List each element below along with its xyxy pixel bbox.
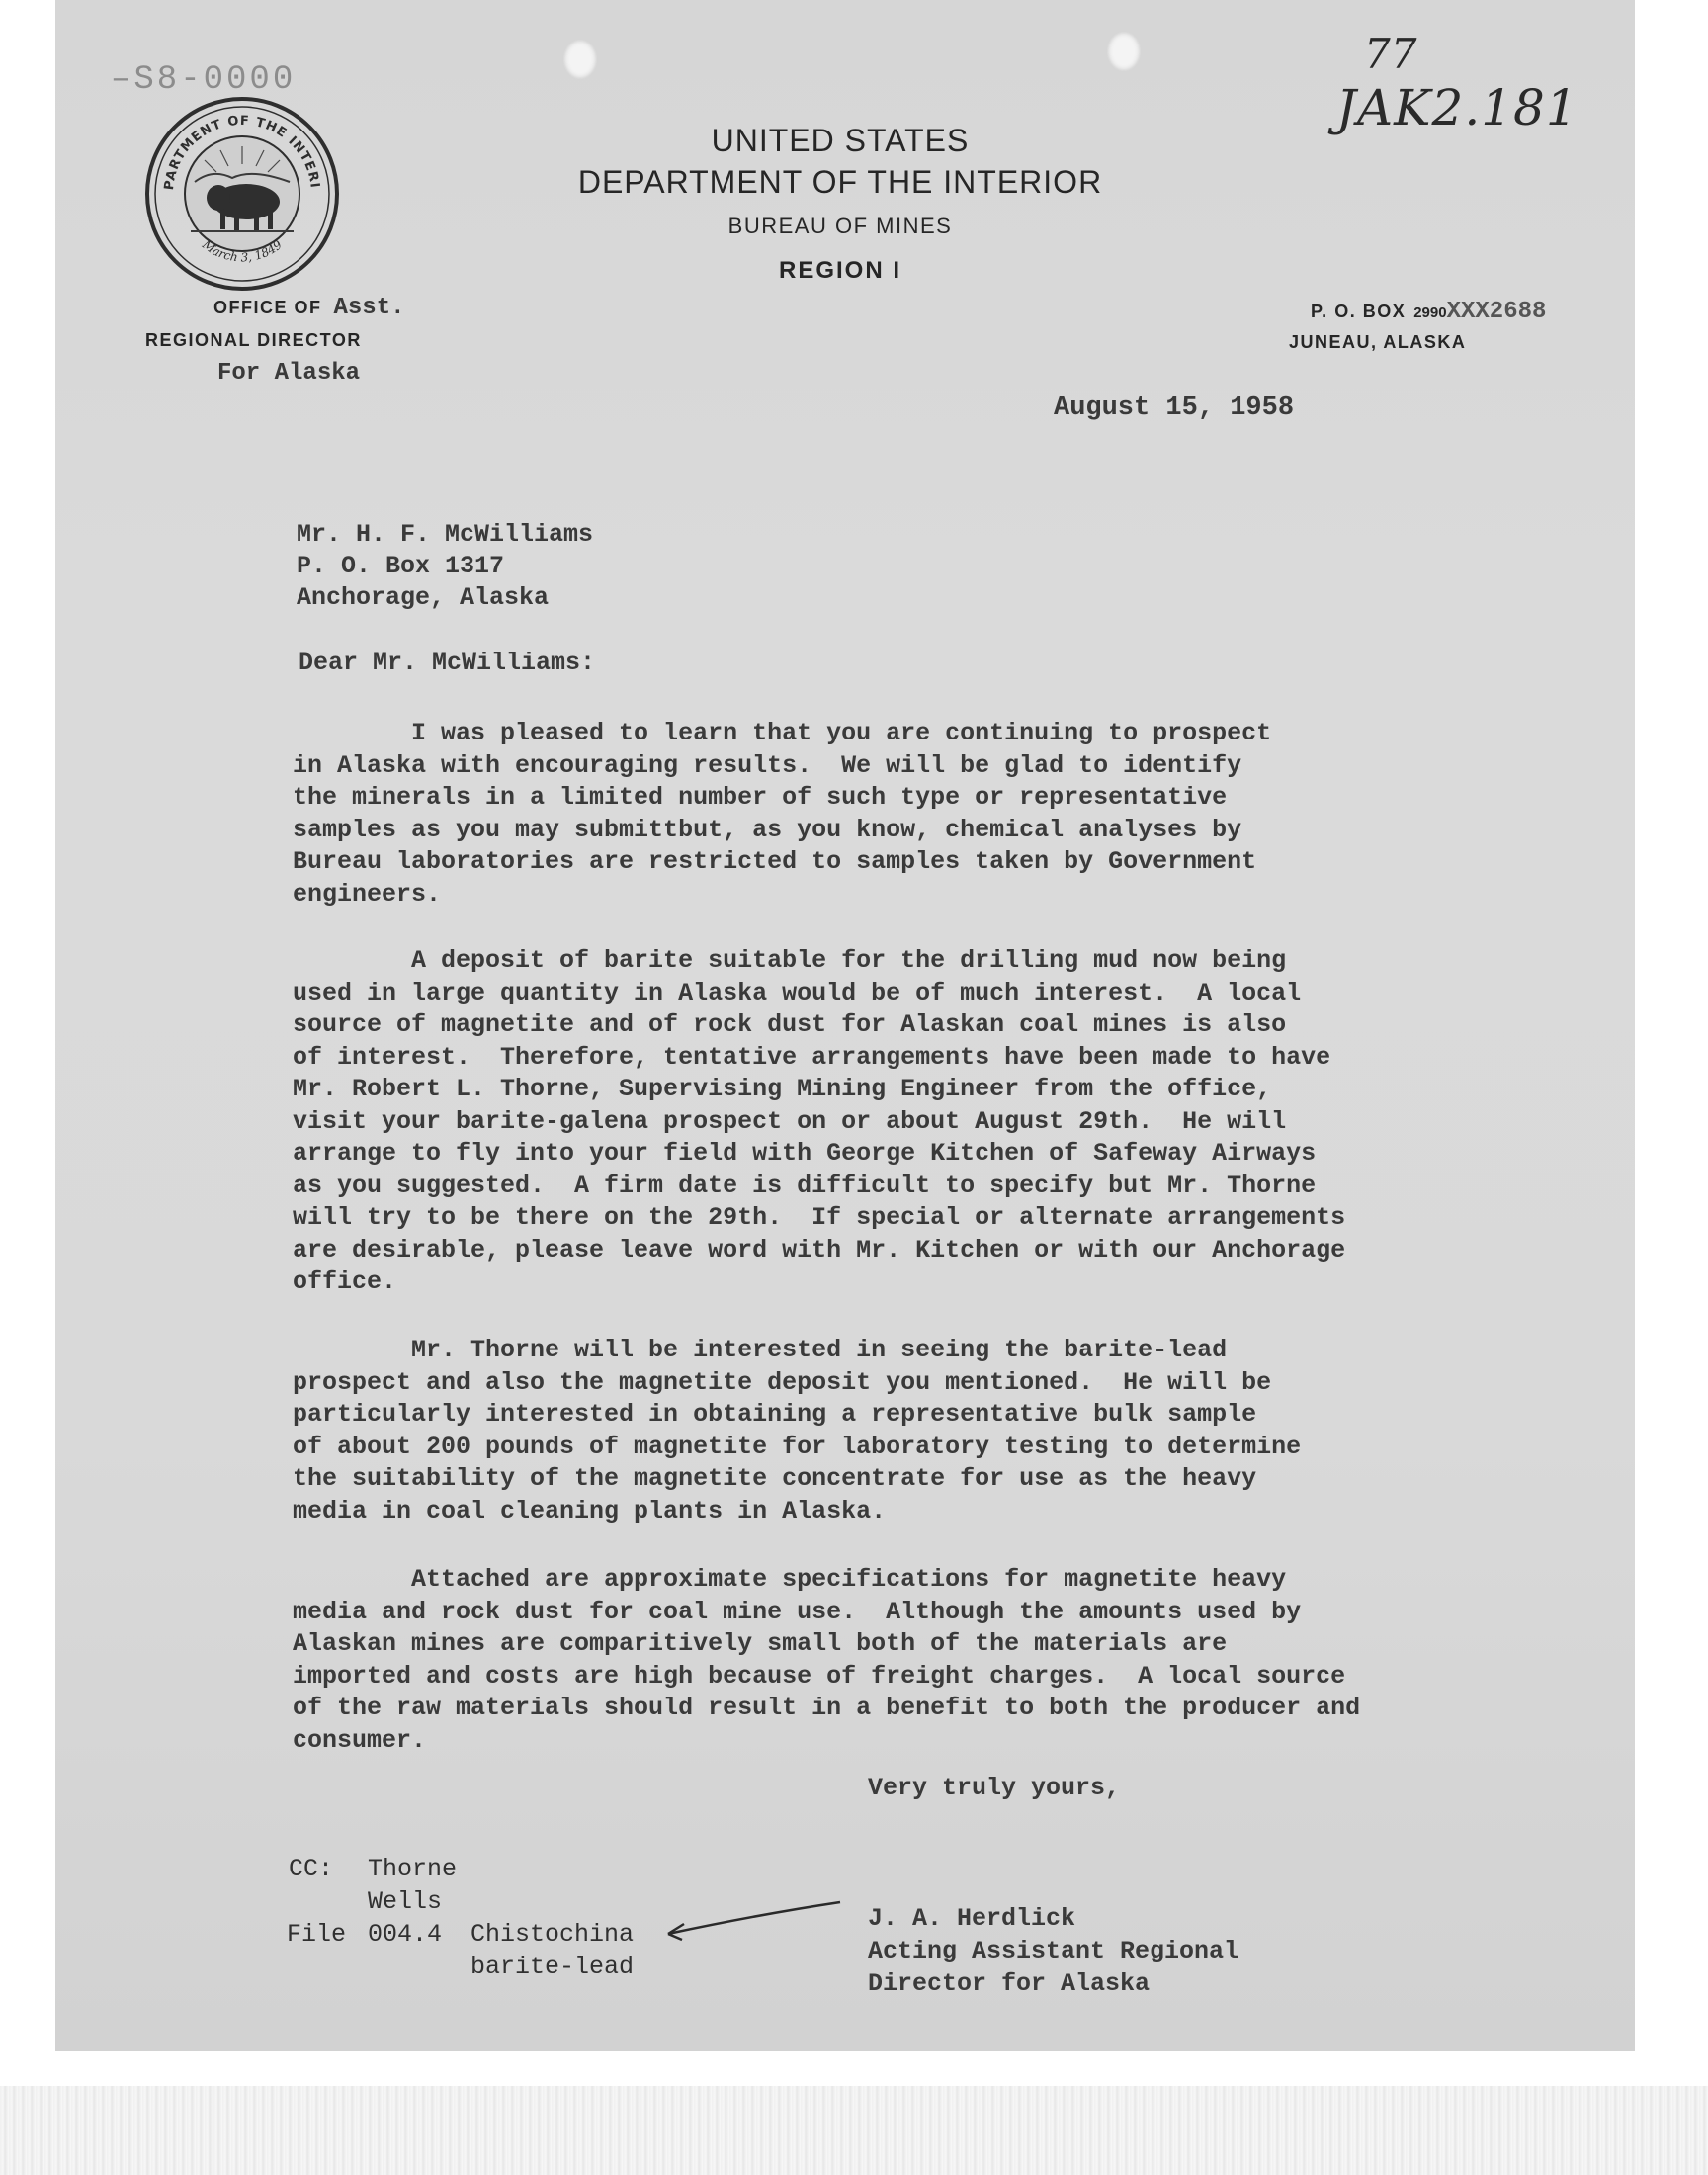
- svg-text:March 3, 1849: March 3, 1849: [200, 237, 285, 265]
- letterhead-line-4: REGION I: [778, 257, 901, 284]
- svg-text:DEPARTMENT OF THE INTERIOR: PARTMENT OF THE INTERI: [162, 113, 322, 191]
- office-typed-title: Asst.: [333, 295, 405, 321]
- paragraph-1: I was pleased to learn that you are continuing to prospect in Alaska with encouraging results. We will be glad to identify the minerals in a limited number of such type or representative samples as you may submittbut, as you know, chemical analyses by Bureau laboratories are restricted to samples taken by Government engineers.: [293, 719, 1272, 909]
- punch-hole-right: [1107, 32, 1141, 71]
- office-prefix: OFFICE OF: [214, 298, 322, 317]
- po-box-line: [1311, 299, 1546, 325]
- letterhead-line-3: BUREAU OF MINES: [727, 214, 953, 238]
- file-number: 004.4: [368, 1920, 443, 1949]
- handwritten-number: 77: [1364, 30, 1417, 78]
- scan-edge-strip: [0, 2086, 1708, 2175]
- letter-date: August 15, 1958: [1054, 393, 1295, 423]
- signer-name: J. A. Herdlick: [868, 1904, 1076, 1933]
- signer-title-2: Director for Alaska: [868, 1969, 1151, 1998]
- office-title: REGIONAL DIRECTOR: [145, 330, 362, 350]
- corner-stamp-left: –S8-0000: [111, 61, 297, 99]
- letterhead-line-2: DEPARTMENT OF THE INTERIOR: [577, 164, 1103, 200]
- closing: Very truly yours,: [868, 1774, 1121, 1802]
- cc-name-1: Thorne: [368, 1855, 458, 1883]
- po-box-label: P. O. BOX: [1311, 302, 1407, 321]
- recipient-po-box: P. O. Box 1317: [297, 552, 505, 580]
- paragraph-4: Attached are approximate specifications for magnetite heavy media and rock dust for coal mine use. Although the amounts used by Alaskan mines are comparitively small both of the materials are imported and costs are high because of freight charges. A local source of the raw materials should result in a benefit to both the producer and consumer.: [293, 1565, 1361, 1755]
- file-subject-2: barite-lead: [470, 1953, 635, 1981]
- cc-label: CC:: [289, 1855, 334, 1883]
- cc-name-2: Wells: [368, 1887, 443, 1916]
- office-line: [214, 295, 405, 321]
- city-line: JUNEAU, ALASKA: [1289, 332, 1467, 352]
- paragraph-2: A deposit of barite suitable for the drilling mud now being used in large quantity in Alaska would be of much interest. A local source of magnetite and of rock dust for Alaskan coal mines is also of interest. Therefore, tentative arrangements have been made to have Mr. Robert L. Thorne, Supervising Mining Engineer from the office, visit your barite-galena prospect on or about August 29th. He will arrange to fly into your field with George Kitchen of Safeway Airways as you suggested. A firm date is difficult to specify but Mr. Thorne will try to be there on the 29th. If special or alternate arrangements are desirable, please leave word with Mr. Kitchen or with our Anchorage office.: [293, 946, 1346, 1296]
- po-box-typed-number: XXX2688: [1446, 299, 1547, 325]
- punch-hole-left: [563, 40, 597, 79]
- letterhead-line-1: UNITED STATES: [711, 123, 970, 158]
- department-seal: [143, 95, 341, 293]
- po-box-printed-number: 2990: [1413, 304, 1447, 321]
- office-area: For Alaska: [217, 360, 361, 387]
- file-subject-1: Chistochina: [470, 1920, 635, 1949]
- recipient-name: Mr. H. F. McWilliams: [297, 520, 594, 549]
- handwritten-file-code: JAK2.181: [1336, 79, 1579, 136]
- file-label: File: [287, 1920, 347, 1949]
- arrow-line-icon: [652, 1894, 850, 1954]
- recipient-city: Anchorage, Alaska: [297, 583, 550, 612]
- salutation: Dear Mr. McWilliams:: [299, 649, 596, 677]
- paragraph-3: Mr. Thorne will be interested in seeing the barite-lead prospect and also the magnetite deposit you mentioned. He will be particularly interested in obtaining a representative bulk sample of about 200 pounds of magnetite for laboratory testing to determine the suitability of the magnetite concentrate for use as the heavy media in coal cleaning plants in Alaska.: [293, 1336, 1302, 1525]
- signer-title-1: Acting Assistant Regional: [868, 1937, 1239, 1965]
- seal-graphic: [143, 95, 341, 293]
